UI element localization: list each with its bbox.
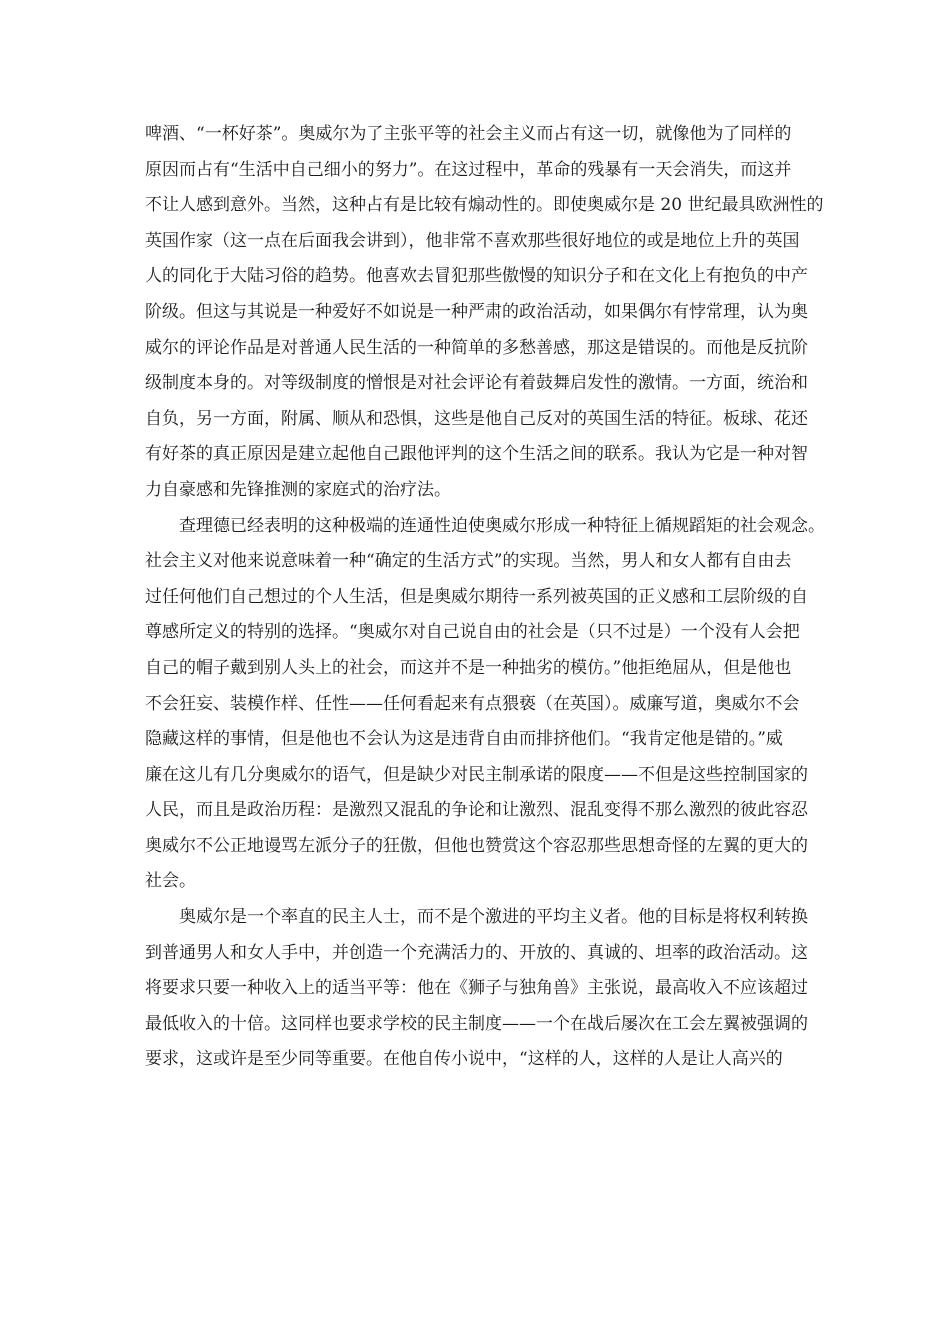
text-line: 奥威尔是一个率直的民主人士，而不是个激进的平均主义者。他的目标是将权利转换	[145, 907, 808, 928]
text-line: 有好茶的真正原因是建立起他自己跟他评判的这个生活之间的联系。我认为它是一种对智	[145, 444, 808, 465]
text-line: 不会狂妄、装模作样、任性——任何看起来有点猥亵（在英国）。威廉写道，奥威尔不会	[145, 693, 800, 714]
text-line: 阶级。但这与其说是一种爱好不如说是一种严肃的政治活动，如果偶尔有悖常理，认为奥	[145, 301, 808, 322]
text-line: 不让人感到意外。当然，这种占有是比较有煽动性的。即使奥威尔是 20 世纪最具欧洲性的	[145, 195, 824, 216]
text-line: 将要求只要一种收入上的适当平等：他在《狮子与独角兽》主张说，最高收入不应该超过	[145, 978, 808, 999]
text-line: 到普通男人和女人手中，并创造一个充满活力的、开放的、真诚的、坦率的政治活动。这	[145, 942, 808, 963]
text-line: 啤酒、“一杯好茶”。奥威尔为了主张平等的社会主义而占有这一切，就像他为了同样的	[145, 124, 792, 144]
text-line: 自负，另一方面，附属、顺从和恐惧，这些是他自己反对的英国生活的特征。板球、花还	[145, 408, 808, 429]
text-line: 过任何他们自己想过的个人生活，但是奥威尔期待一系列被英国的正义感和工层阶级的自	[145, 586, 808, 607]
text-line: 要求，这或许是至少同等重要。在他自传小说中，“这样的人，这样的人是让人高兴的	[145, 1049, 783, 1070]
text-line: 力自豪感和先锋推测的家庭式的治疗法。	[145, 479, 451, 500]
text-line: 社会。	[145, 871, 196, 892]
text-line: 廉在这儿有几分奥威尔的语气，但是缺少对民主制承诺的限度——不但是这些控制国家的	[145, 764, 808, 785]
body-text	[145, 117, 825, 1078]
text-line: 威尔的评论作品是对普通人民生活的一种简单的多愁善感，那这是错误的。而他是反抗阶	[145, 337, 808, 358]
text-line: 自己的帽子戴到别人头上的社会，而这并不是一种拙劣的模仿。”他拒绝屈从，但是他也	[145, 657, 792, 678]
text-line: 尊感所定义的特别的选择。“奥威尔对自己说自由的社会是（只不过是）一个没有人会把	[145, 622, 800, 643]
text-line: 查理德已经表明的这种极端的连通性迫使奥威尔形成一种特征上循规蹈矩的社会观念。	[145, 515, 825, 536]
text-line: 隐藏这样的事情，但是他也不会认为这是违背自由而排挤他们。“我肯定他是错的。”威	[145, 729, 783, 750]
text-line: 原因而占有“生活中自己细小的努力”。在这过程中，革命的残暴有一天会消失，而这并	[145, 159, 792, 180]
text-line: 人民，而且是政治历程：是激烈又混乱的争论和让激烈、混乱变得不那么激烈的彼此容忍	[145, 800, 808, 821]
text-line: 最低收入的十倍。这同样也要求学校的民主制度——一个在战后屡次在工会左翼被强调的	[145, 1013, 808, 1034]
text-line: 社会主义对他来说意味着一种“确定的生活方式”的实现。当然，男人和女人都有自由去	[145, 551, 792, 572]
text-line: 奥威尔不公正地谩骂左派分子的狂傲，但他也赞赏这个容忍那些思想奇怪的左翼的更大的	[145, 835, 808, 856]
text-line: 英国作家（这一点在后面我会讲到），他非常不喜欢那些很好地位的或是地位上升的英国	[145, 230, 800, 251]
text-line: 级制度本身的。对等级制度的憎恨是对社会评论有着鼓舞启发性的激情。一方面，统治和	[145, 373, 808, 394]
text-line: 人的同化于大陆习俗的趋势。他喜欢去冒犯那些傲慢的知识分子和在文化上有抱负的中产	[145, 266, 808, 287]
